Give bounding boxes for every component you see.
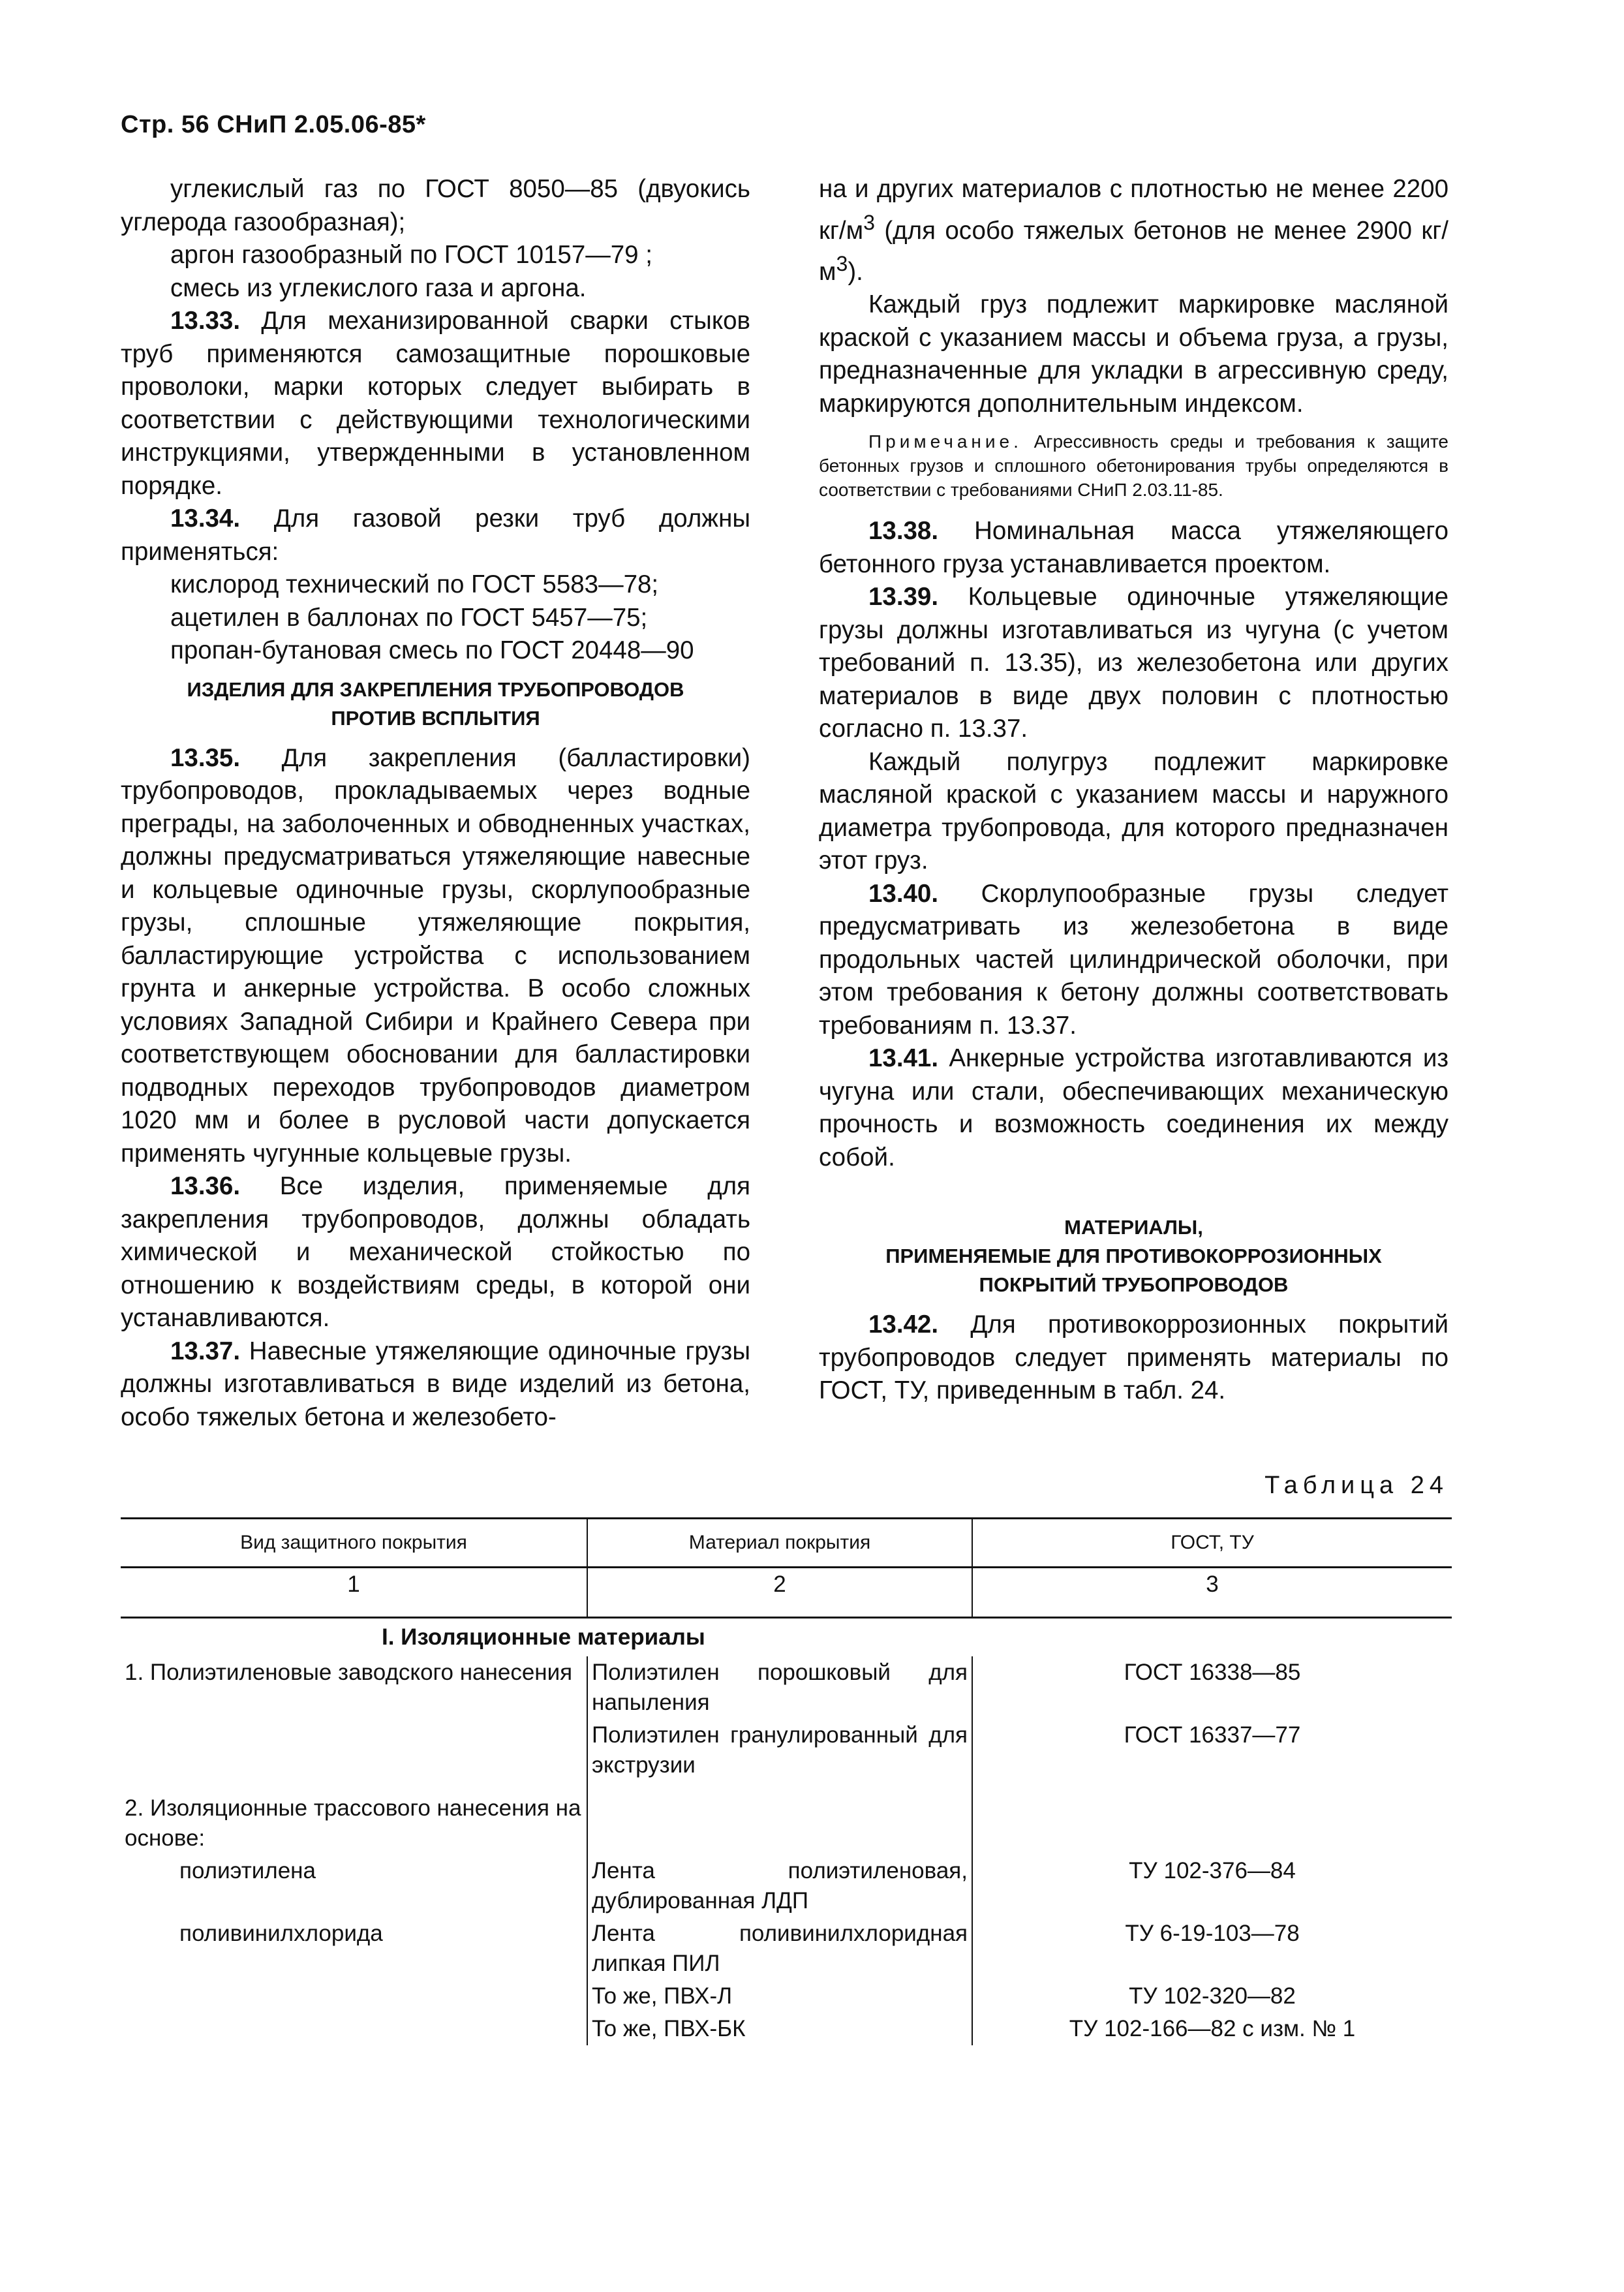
cell-kind: поливинилхлорида: [179, 1921, 383, 1946]
cell-gost: ТУ 6-19-103—78: [1125, 1921, 1300, 1946]
column-index: 1: [121, 1568, 587, 1618]
clause-13-40: 13.40. Скорлупообразные грузы следует предусматривать из железобетона в виде продольных частей цилиндрической оболочки, при этом требования к бетону должны соответствовать требованиям п. 13.37.: [819, 879, 1448, 1040]
paragraph: Каждый груз подлежит маркировке масляной краской с указанием массы и объема груза, а грузы, предназначенные для укладки в агрессивную среду, маркируются дополнительным индексом.: [819, 290, 1448, 418]
cell-material: Полиэтилен гранулированный для экструзии: [587, 1719, 972, 1782]
cell-kind: полиэтилена: [179, 1858, 316, 1883]
cell-gost: ГОСТ 16338—85: [1124, 1660, 1301, 1685]
section-heading: ИЗДЕЛИЯ ДЛЯ ЗАКРЕПЛЕНИЯ ТРУБОПРОВОДОВ ПРОТИВ ВСПЛЫТИЯ: [187, 677, 684, 730]
table-header-row: [121, 1519, 1452, 1568]
cell-material: То же, ПВХ-БК: [587, 2013, 972, 2045]
paragraph: углекислый газ по ГОСТ 8050—85 (двуокись углерода газообразная);: [121, 175, 750, 236]
clause-13-35: 13.35. Для закрепления (балластировки) трубопроводов, прокладываемых через водные преграды, на заболоченных и обводненных участках, должны предусматриваться утяжеляющие навесные и кольцевые одиночные грузы, скорлупообразные грузы, сплошные утяжеляющие покрытия, балластирующие устройства с использованием грунта и анкерные устройства. В особо сложных условиях Западной Сибири и Крайнего Севера при соответствующем обосновании для балластировки подводных переходов трубопроводов диаметром 1020 мм и более в русловой части допускается применять чугунные кольцевые грузы.: [121, 743, 750, 1168]
materials-table: [121, 1517, 1452, 2045]
table-index-row: [121, 1568, 1452, 1618]
paragraph: ацетилен в баллонах по ГОСТ 5457—75;: [170, 603, 648, 632]
table-section-row: [121, 1618, 1452, 1657]
table-row: [121, 2013, 1452, 2045]
table-row: [121, 1782, 1452, 1855]
cell-gost: ТУ 102-376—84: [1129, 1858, 1296, 1883]
cell-kind: 1. Полиэтиленовые заводского нанесения: [125, 1660, 573, 1685]
cell-material: Лента полиэтиленовая, дублированная ЛДП: [587, 1855, 972, 1917]
table-caption: Таблица 24: [1264, 1472, 1448, 1499]
page-header: Стр. 56 СНиП 2.05.06-85*: [121, 111, 426, 138]
section-heading: МАТЕРИАЛЫ, ПРИМЕНЯЕМЫЕ ДЛЯ ПРОТИВОКОРРОЗИОННЫХ ПОКРЫТИЙ ТРУБОПРОВОДОВ: [885, 1216, 1382, 1297]
clause-13-37: 13.37. Навесные утяжеляющие одиночные грузы должны изготавливаться в виде изделий из бетона, особо тяжелых бетона и железобето-: [121, 1337, 750, 1431]
right-column: [819, 173, 1448, 1408]
clause-13-39: 13.39. Кольцевые одиночные утяжеляющие грузы должны изготавливаться из чугуна (с учетом требований п. 13.35), из железобетона или других материалов в виде двух половин с плотностью согласно п. 13.37.: [819, 583, 1448, 743]
note: Примечание. Агрессивность среды и требования к защите бетонных грузов и сплошного обетонирования трубы определяются в соответствии с требованиями СНиП 2.03.11-85.: [819, 431, 1448, 501]
clause-13-38: 13.38. Номинальная масса утяжеляющего бетонного груза устанавливается проектом.: [819, 517, 1448, 578]
paragraph: на и других материалов с плотностью не менее 2200 $кг/м^3$ (для особо тяжелых бетонов не менее 2900 $кг/м^3$).: [819, 175, 1448, 286]
table-row: [121, 1917, 1452, 1980]
column-header: Вид защитного покрытия: [121, 1519, 587, 1568]
cell-gost: ГОСТ 16337—77: [1124, 1722, 1301, 1748]
cell-material: То же, ПВХ-Л: [587, 1980, 972, 2013]
paragraph: аргон газообразный по ГОСТ 10157—79 ;: [170, 241, 652, 269]
cell-kind: [121, 1719, 587, 1782]
cell-material: Лента поливинилхлоридная липкая ПИЛ: [587, 1917, 972, 1980]
clause-13-41: 13.41. Анкерные устройства изготавливаются из чугуна или стали, обеспечивающих механическую прочность и возможность соединения их между собой.: [819, 1044, 1448, 1171]
cell-material: Полиэтилен порошковый для напыления: [587, 1656, 972, 1719]
cell-kind: [121, 2013, 587, 2045]
left-column: [121, 173, 750, 1434]
clause-13-33: 13.33. Для механизированной сварки стыков труб применяются самозащитные порошковые проволоки, марки которых следует выбирать в соответствии с действующими технологическими инструкциями, утвержденными в установленном порядке.: [121, 307, 750, 500]
cell-gost: ТУ 102-320—82: [1129, 1983, 1296, 2009]
paragraph: смесь из углекислого газа и аргона.: [170, 273, 587, 302]
paragraph: Каждый полугруз подлежит маркировке масляной краской с указанием массы и наружного диаметра трубопровода, для которого предназначен этот груз.: [819, 747, 1448, 875]
column-header: ГОСТ, ТУ: [972, 1519, 1452, 1568]
paragraph: пропан-бутановая смесь по ГОСТ 20448—90: [170, 636, 694, 664]
paragraph: кислород технический по ГОСТ 5583—78;: [170, 570, 659, 598]
clause-13-42: 13.42. Для противокоррозионных покрытий трубопроводов следует применять материалы по ГОСТ, ТУ, приведенным в табл. 24.: [819, 1310, 1448, 1405]
table-row: [121, 1656, 1452, 1719]
column-index: 3: [972, 1568, 1452, 1618]
cell-kind: 2. Изоляционные трассового нанесения на основе:: [125, 1795, 581, 1851]
table-row: [121, 1980, 1452, 2013]
clause-13-36: 13.36. Все изделия, применяемые для закрепления трубопроводов, должны обладать химической и механической стойкостью по отношению к воздействиям среды, в которой они устанавливаются.: [121, 1172, 750, 1332]
cell-gost: ТУ 102-166—82 с изм. № 1: [1069, 2016, 1356, 2041]
cell-material: [587, 1782, 972, 1855]
clause-13-34: 13.34. Для газовой резки труб должны применяться:: [121, 504, 750, 566]
table-row: [121, 1719, 1452, 1782]
column-index: 2: [587, 1568, 972, 1618]
table-section-title: I. Изоляционные материалы: [382, 1624, 705, 1650]
cell-kind: [121, 1980, 587, 2013]
table-row: [121, 1855, 1452, 1917]
column-header: Материал покрытия: [587, 1519, 972, 1568]
cell-gost: [972, 1782, 1452, 1855]
